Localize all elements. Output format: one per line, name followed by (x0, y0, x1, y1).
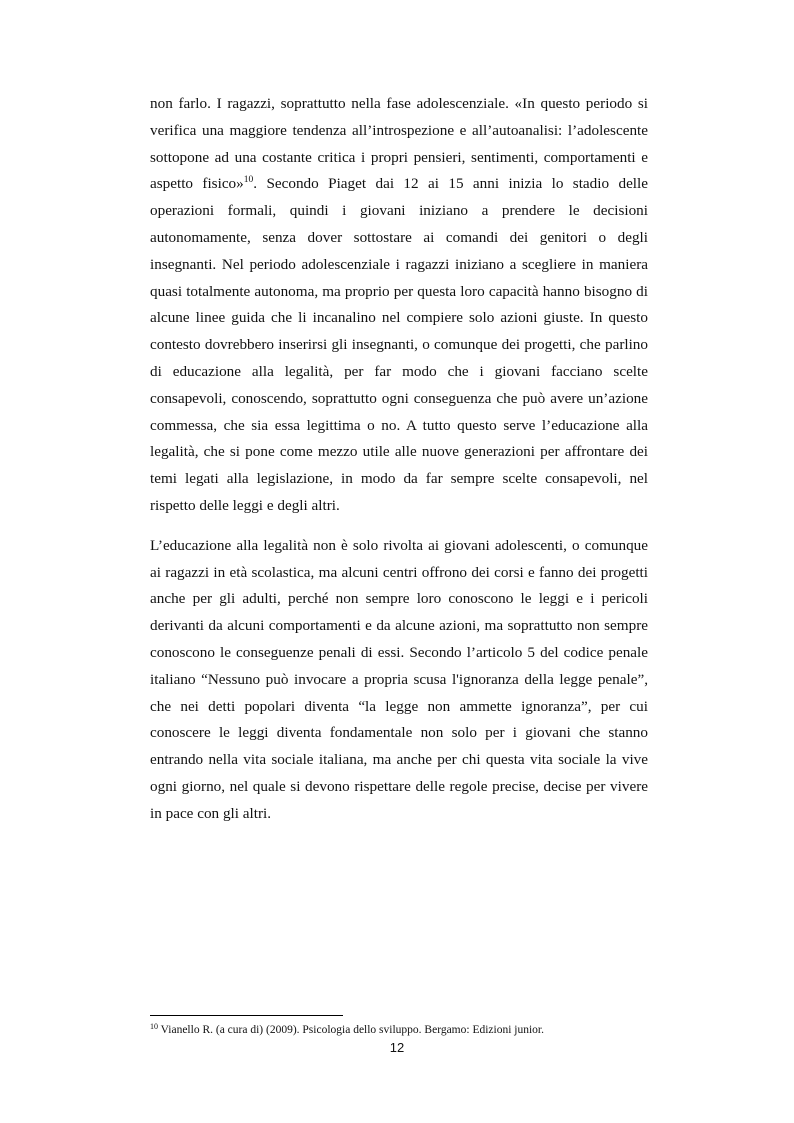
footnote-text: Vianello R. (a cura di) (2009). Psicologia dello sviluppo. Bergamo: Edizioni junior. (158, 1024, 544, 1036)
footnote-separator (150, 1015, 343, 1016)
paragraph-1-text-a: non farlo. I ragazzi, soprattutto nella fase adolescenziale. «In questo periodo si verifica una maggiore tendenza all’introspezione e all’autoanalisi: l’adolescente sottopone ad una costante critica i propri pensieri, sentimenti, comportamenti e aspetto fisico» (150, 95, 648, 193)
body-text (150, 91, 648, 828)
paragraph-2: L’educazione alla legalità non è solo rivolta ai giovani adolescenti, o comunque ai ragazzi in età scolastica, ma alcuni centri offrono dei corsi e fanno dei progetti anche per gli adulti, perché non sempre loro conoscono le leggi e i pericoli derivanti da alcuni comportamenti e da alcune azioni, ma soprattutto non sempre conoscono le conseguenze penali di essi. Secondo l’articolo 5 del codice penale italiano “Nessuno può invocare a propria scusa l'ignoranza della legge penale”, che nei detti popolari diventa “la legge non ammette ignoranza”, per cui conoscere le leggi diventa fondamentale non solo per i giovani che stanno entrando nella vita sociale italiana, ma anche per chi questa vita sociale la vive ogni giorno, nel quale si devono rispettare delle regole precise, decise per vivere in pace con gli altri. (150, 536, 648, 822)
footnote (150, 1023, 710, 1038)
page-number: 12 (389, 1040, 405, 1055)
footnote-reference[interactable]: 10 (243, 175, 254, 186)
paragraph-1-text-b: . Secondo Piaget dai 12 ai 15 anni inizia lo stadio delle operazioni formali, quindi i giovani iniziano a prendere le decisioni autonomamente, senza dover sottostare ai comandi dei genitori o degli insegnanti. Nel periodo adolescenziale i ragazzi iniziano a scegliere in maniera quasi totalmente autonoma, ma proprio per questa loro capacità hanno bisogno di alcune linee guida che li incanalino nel compiere solo azioni giuste. In questo contesto dovrebbero inserirsi gli insegnanti, o comunque dei progetti, che parlino di educazione alla legalità, per far modo che i giovani facciano scelte consapevoli, conoscendo, soprattutto ogni conseguenza che può avere un’azione commessa, che sia essa legittima o no. A tutto questo serve l’educazione alla legalità, che si pone come mezzo utile alle nuove generazioni per affrontare dei temi legati alla legislazione, in modo da far sempre scelte consapevoli, nel rispetto delle leggi e degli altri. (150, 175, 648, 514)
paragraph-1 (150, 91, 648, 520)
footnote-number: 10 (150, 1022, 158, 1031)
